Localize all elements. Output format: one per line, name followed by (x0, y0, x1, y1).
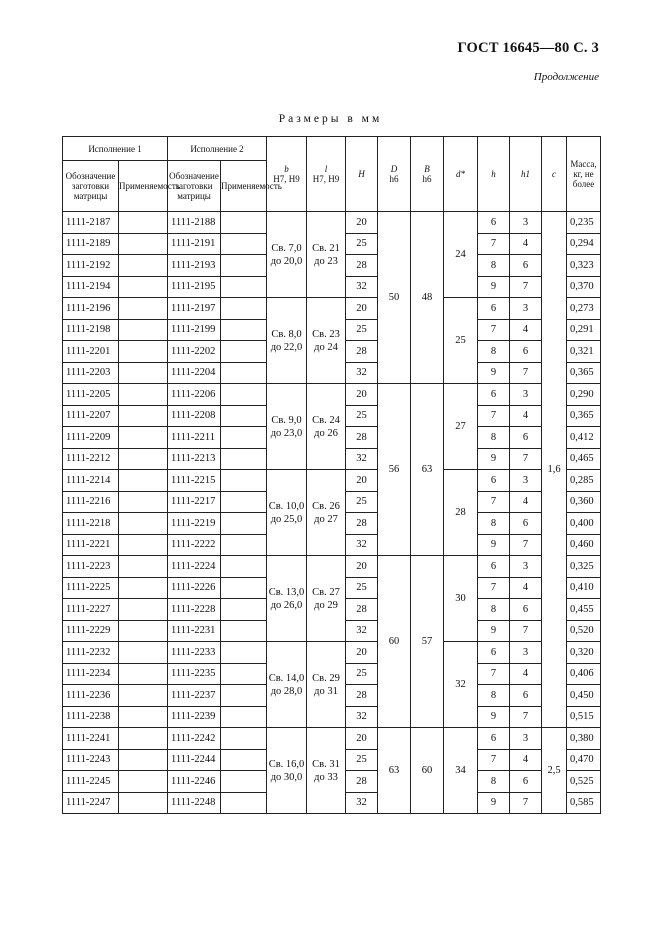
H-cell: 20 (346, 298, 378, 320)
blank1-cell: 1111-2236 (63, 685, 119, 707)
app1-cell (119, 534, 168, 556)
h1-cell: 4 (510, 319, 542, 341)
mass-cell: 0,320 (567, 642, 601, 664)
app1-cell (119, 491, 168, 513)
h-cell: 9 (478, 448, 510, 470)
mass-cell: 0,400 (567, 513, 601, 535)
h1-cell: 3 (510, 298, 542, 320)
h-cell: 6 (478, 298, 510, 320)
app1-cell (119, 599, 168, 621)
l-range-cell: Св. 29 до 31 (307, 642, 346, 728)
D-cell: 60 (378, 556, 411, 728)
B-cell: 48 (411, 212, 444, 384)
h-cell: 8 (478, 427, 510, 449)
col-blank2-header: Обозначение заготовки матрицы (168, 161, 221, 212)
d-cell: 30 (444, 556, 478, 642)
app1-cell (119, 319, 168, 341)
h-cell: 8 (478, 599, 510, 621)
blank1-cell: 1111-2207 (63, 405, 119, 427)
H-cell: 28 (346, 427, 378, 449)
d-cell: 34 (444, 728, 478, 814)
H-cell: 32 (346, 362, 378, 384)
group-header-2: Исполнение 2 (168, 137, 267, 161)
app1-cell (119, 341, 168, 363)
app1-cell (119, 384, 168, 406)
h1-cell: 6 (510, 341, 542, 363)
app2-cell (221, 233, 267, 255)
blank2-cell: 1111-2191 (168, 233, 221, 255)
col-blank1-header: Обозначение заготовки матрицы (63, 161, 119, 212)
app1-cell (119, 792, 168, 814)
blank2-cell: 1111-2235 (168, 663, 221, 685)
app2-cell (221, 749, 267, 771)
h-cell: 8 (478, 685, 510, 707)
mass-cell: 0,410 (567, 577, 601, 599)
table-body (63, 212, 601, 814)
H-cell: 28 (346, 599, 378, 621)
H-cell: 32 (346, 276, 378, 298)
blank2-cell: 1111-2226 (168, 577, 221, 599)
H-cell: 28 (346, 341, 378, 363)
H-cell: 28 (346, 771, 378, 793)
mass-cell: 0,273 (567, 298, 601, 320)
H-cell: 25 (346, 405, 378, 427)
mass-cell: 0,520 (567, 620, 601, 642)
blank2-cell: 1111-2197 (168, 298, 221, 320)
app1-cell (119, 233, 168, 255)
app1-cell (119, 513, 168, 535)
table-row (63, 728, 601, 750)
col-app2-header: Применяемость (221, 161, 267, 212)
app2-cell (221, 255, 267, 277)
mass-cell: 0,365 (567, 405, 601, 427)
col-b-header: b H7, H9 (267, 137, 307, 212)
B-cell: 57 (411, 556, 444, 728)
h1-cell: 4 (510, 491, 542, 513)
app1-cell (119, 212, 168, 234)
H-cell: 25 (346, 319, 378, 341)
H-cell: 25 (346, 491, 378, 513)
H-cell: 32 (346, 534, 378, 556)
H-cell: 32 (346, 620, 378, 642)
mass-cell: 0,450 (567, 685, 601, 707)
col-h1-header: h1 (510, 137, 542, 212)
app2-cell (221, 642, 267, 664)
app1-cell (119, 298, 168, 320)
b-range-cell: Св. 10,0 до 25,0 (267, 470, 307, 556)
dimensions-table (62, 136, 601, 814)
app1-cell (119, 620, 168, 642)
mass-cell: 0,360 (567, 491, 601, 513)
B-cell: 60 (411, 728, 444, 814)
app2-cell (221, 427, 267, 449)
h1-cell: 7 (510, 534, 542, 556)
app2-cell (221, 491, 267, 513)
blank1-cell: 1111-2229 (63, 620, 119, 642)
blank1-cell: 1111-2194 (63, 276, 119, 298)
blank1-cell: 1111-2189 (63, 233, 119, 255)
h-cell: 9 (478, 620, 510, 642)
h-cell: 9 (478, 706, 510, 728)
H-cell: 20 (346, 728, 378, 750)
H-cell: 20 (346, 642, 378, 664)
app2-cell (221, 685, 267, 707)
mass-cell: 0,525 (567, 771, 601, 793)
blank2-cell: 1111-2244 (168, 749, 221, 771)
app2-cell (221, 341, 267, 363)
standard-header: ГОСТ 16645—80 С. 3 (457, 40, 599, 56)
d-cell: 27 (444, 384, 478, 470)
app1-cell (119, 728, 168, 750)
h1-cell: 7 (510, 362, 542, 384)
mass-cell: 0,294 (567, 233, 601, 255)
h1-cell: 3 (510, 470, 542, 492)
H-cell: 20 (346, 470, 378, 492)
mass-cell: 0,585 (567, 792, 601, 814)
mass-cell: 0,291 (567, 319, 601, 341)
h-cell: 7 (478, 749, 510, 771)
H-cell: 20 (346, 212, 378, 234)
app1-cell (119, 405, 168, 427)
h-cell: 8 (478, 341, 510, 363)
h-cell: 9 (478, 534, 510, 556)
table-row (63, 212, 601, 234)
app1-cell (119, 470, 168, 492)
app1-cell (119, 771, 168, 793)
b-range-cell: Св. 16,0 до 30,0 (267, 728, 307, 814)
blank1-cell: 1111-2221 (63, 534, 119, 556)
app2-cell (221, 620, 267, 642)
app2-cell (221, 663, 267, 685)
app2-cell (221, 298, 267, 320)
h1-cell: 6 (510, 513, 542, 535)
H-cell: 32 (346, 706, 378, 728)
blank2-cell: 1111-2204 (168, 362, 221, 384)
mass-cell: 0,455 (567, 599, 601, 621)
app2-cell (221, 728, 267, 750)
blank2-cell: 1111-2217 (168, 491, 221, 513)
app1-cell (119, 577, 168, 599)
app1-cell (119, 663, 168, 685)
app2-cell (221, 599, 267, 621)
h-cell: 7 (478, 491, 510, 513)
h1-cell: 3 (510, 212, 542, 234)
blank1-cell: 1111-2205 (63, 384, 119, 406)
col-B-header: B h6 (411, 137, 444, 212)
d-cell: 28 (444, 470, 478, 556)
h1-cell: 7 (510, 620, 542, 642)
app1-cell (119, 276, 168, 298)
mass-cell: 0,285 (567, 470, 601, 492)
blank1-cell: 1111-2241 (63, 728, 119, 750)
app2-cell (221, 470, 267, 492)
h-cell: 8 (478, 771, 510, 793)
blank1-cell: 1111-2214 (63, 470, 119, 492)
col-d-header: d* (444, 137, 478, 212)
mass-cell: 0,321 (567, 341, 601, 363)
h-cell: 7 (478, 663, 510, 685)
h1-cell: 4 (510, 663, 542, 685)
H-cell: 25 (346, 749, 378, 771)
blank2-cell: 1111-2219 (168, 513, 221, 535)
blank1-cell: 1111-2225 (63, 577, 119, 599)
h-cell: 6 (478, 470, 510, 492)
H-cell: 25 (346, 663, 378, 685)
blank1-cell: 1111-2247 (63, 792, 119, 814)
blank2-cell: 1111-2206 (168, 384, 221, 406)
h1-cell: 3 (510, 384, 542, 406)
app1-cell (119, 642, 168, 664)
l-range-cell: Св. 31 до 33 (307, 728, 346, 814)
app2-cell (221, 362, 267, 384)
blank1-cell: 1111-2238 (63, 706, 119, 728)
h-cell: 8 (478, 255, 510, 277)
h-cell: 6 (478, 212, 510, 234)
B-cell: 63 (411, 384, 444, 556)
blank2-cell: 1111-2248 (168, 792, 221, 814)
app2-cell (221, 577, 267, 599)
mass-cell: 0,465 (567, 448, 601, 470)
l-range-cell: Св. 21 до 23 (307, 212, 346, 298)
app1-cell (119, 556, 168, 578)
table-row (63, 642, 601, 664)
blank2-cell: 1111-2242 (168, 728, 221, 750)
col-c-header: c (542, 137, 567, 212)
H-cell: 25 (346, 577, 378, 599)
blank2-cell: 1111-2202 (168, 341, 221, 363)
mass-cell: 0,323 (567, 255, 601, 277)
blank2-cell: 1111-2193 (168, 255, 221, 277)
h1-cell: 6 (510, 771, 542, 793)
c-cell: 2,5 (542, 728, 567, 814)
h-cell: 7 (478, 405, 510, 427)
d-cell: 24 (444, 212, 478, 298)
mass-cell: 0,370 (567, 276, 601, 298)
col-l-header: l H7, H9 (307, 137, 346, 212)
H-cell: 28 (346, 685, 378, 707)
h1-cell: 4 (510, 233, 542, 255)
h1-cell: 3 (510, 556, 542, 578)
mass-cell: 0,406 (567, 663, 601, 685)
blank2-cell: 1111-2208 (168, 405, 221, 427)
blank1-cell: 1111-2196 (63, 298, 119, 320)
H-cell: 32 (346, 792, 378, 814)
blank1-cell: 1111-2212 (63, 448, 119, 470)
blank1-cell: 1111-2223 (63, 556, 119, 578)
group-header-1: Исполнение 1 (63, 137, 168, 161)
app1-cell (119, 706, 168, 728)
H-cell: 25 (346, 233, 378, 255)
b-range-cell: Св. 13,0 до 26,0 (267, 556, 307, 642)
d-cell: 25 (444, 298, 478, 384)
mass-cell: 0,325 (567, 556, 601, 578)
h-cell: 8 (478, 513, 510, 535)
blank2-cell: 1111-2222 (168, 534, 221, 556)
blank2-cell: 1111-2188 (168, 212, 221, 234)
blank1-cell: 1111-2245 (63, 771, 119, 793)
blank1-cell: 1111-2216 (63, 491, 119, 513)
table-row (63, 298, 601, 320)
D-cell: 56 (378, 384, 411, 556)
D-cell: 50 (378, 212, 411, 384)
blank1-cell: 1111-2203 (63, 362, 119, 384)
h1-cell: 6 (510, 685, 542, 707)
h1-cell: 7 (510, 448, 542, 470)
app2-cell (221, 706, 267, 728)
l-range-cell: Св. 24 до 26 (307, 384, 346, 470)
d-cell: 32 (444, 642, 478, 728)
H-cell: 20 (346, 556, 378, 578)
blank1-cell: 1111-2187 (63, 212, 119, 234)
blank1-cell: 1111-2227 (63, 599, 119, 621)
blank1-cell: 1111-2201 (63, 341, 119, 363)
h-cell: 9 (478, 362, 510, 384)
sizes-title: Размеры в мм (278, 113, 383, 125)
app1-cell (119, 685, 168, 707)
b-range-cell: Св. 9,0 до 23,0 (267, 384, 307, 470)
l-range-cell: Св. 26 до 27 (307, 470, 346, 556)
app1-cell (119, 255, 168, 277)
blank2-cell: 1111-2211 (168, 427, 221, 449)
blank2-cell: 1111-2233 (168, 642, 221, 664)
h1-cell: 3 (510, 642, 542, 664)
h-cell: 7 (478, 233, 510, 255)
h-cell: 9 (478, 276, 510, 298)
continuation-label: Продолжение (533, 71, 599, 83)
h1-cell: 6 (510, 427, 542, 449)
app2-cell (221, 384, 267, 406)
blank2-cell: 1111-2239 (168, 706, 221, 728)
h1-cell: 7 (510, 706, 542, 728)
blank2-cell: 1111-2246 (168, 771, 221, 793)
h-cell: 9 (478, 792, 510, 814)
col-mass-header: Масса, кг, не более (567, 137, 601, 212)
table-row (63, 470, 601, 492)
app2-cell (221, 405, 267, 427)
app1-cell (119, 749, 168, 771)
h1-cell: 3 (510, 728, 542, 750)
app1-cell (119, 427, 168, 449)
h-cell: 7 (478, 319, 510, 341)
table-row (63, 384, 601, 406)
D-cell: 63 (378, 728, 411, 814)
col-D-header: D h6 (378, 137, 411, 212)
mass-cell: 0,380 (567, 728, 601, 750)
mass-cell: 0,470 (567, 749, 601, 771)
mass-cell: 0,460 (567, 534, 601, 556)
blank2-cell: 1111-2224 (168, 556, 221, 578)
blank1-cell: 1111-2198 (63, 319, 119, 341)
h1-cell: 4 (510, 405, 542, 427)
app2-cell (221, 534, 267, 556)
h-cell: 6 (478, 556, 510, 578)
app2-cell (221, 556, 267, 578)
h-cell: 6 (478, 642, 510, 664)
h-cell: 6 (478, 384, 510, 406)
blank1-cell: 1111-2218 (63, 513, 119, 535)
app2-cell (221, 771, 267, 793)
blank2-cell: 1111-2195 (168, 276, 221, 298)
h1-cell: 4 (510, 577, 542, 599)
b-range-cell: Св. 7,0 до 20,0 (267, 212, 307, 298)
h1-cell: 7 (510, 276, 542, 298)
blank2-cell: 1111-2228 (168, 599, 221, 621)
blank1-cell: 1111-2234 (63, 663, 119, 685)
mass-cell: 0,515 (567, 706, 601, 728)
app1-cell (119, 448, 168, 470)
col-h-header: h (478, 137, 510, 212)
h-cell: 6 (478, 728, 510, 750)
h1-cell: 4 (510, 749, 542, 771)
blank2-cell: 1111-2215 (168, 470, 221, 492)
col-app1-header: Применяемость (119, 161, 168, 212)
blank1-cell: 1111-2232 (63, 642, 119, 664)
app2-cell (221, 319, 267, 341)
h1-cell: 6 (510, 255, 542, 277)
mass-cell: 0,290 (567, 384, 601, 406)
H-cell: 28 (346, 255, 378, 277)
H-cell: 28 (346, 513, 378, 535)
blank2-cell: 1111-2231 (168, 620, 221, 642)
blank2-cell: 1111-2237 (168, 685, 221, 707)
mass-cell: 0,365 (567, 362, 601, 384)
col-H-header: H (346, 137, 378, 212)
H-cell: 32 (346, 448, 378, 470)
app2-cell (221, 276, 267, 298)
blank1-cell: 1111-2209 (63, 427, 119, 449)
app2-cell (221, 448, 267, 470)
app1-cell (119, 362, 168, 384)
h1-cell: 6 (510, 599, 542, 621)
mass-cell: 0,412 (567, 427, 601, 449)
app2-cell (221, 513, 267, 535)
blank2-cell: 1111-2199 (168, 319, 221, 341)
table-row (63, 556, 601, 578)
app2-cell (221, 212, 267, 234)
c-cell: 1,6 (542, 212, 567, 728)
h-cell: 7 (478, 577, 510, 599)
b-range-cell: Св. 14,0 до 28,0 (267, 642, 307, 728)
mass-cell: 0,235 (567, 212, 601, 234)
l-range-cell: Св. 23 до 24 (307, 298, 346, 384)
app2-cell (221, 792, 267, 814)
l-range-cell: Св. 27 до 29 (307, 556, 346, 642)
blank1-cell: 1111-2243 (63, 749, 119, 771)
h1-cell: 7 (510, 792, 542, 814)
b-range-cell: Св. 8,0 до 22,0 (267, 298, 307, 384)
blank1-cell: 1111-2192 (63, 255, 119, 277)
H-cell: 20 (346, 384, 378, 406)
blank2-cell: 1111-2213 (168, 448, 221, 470)
